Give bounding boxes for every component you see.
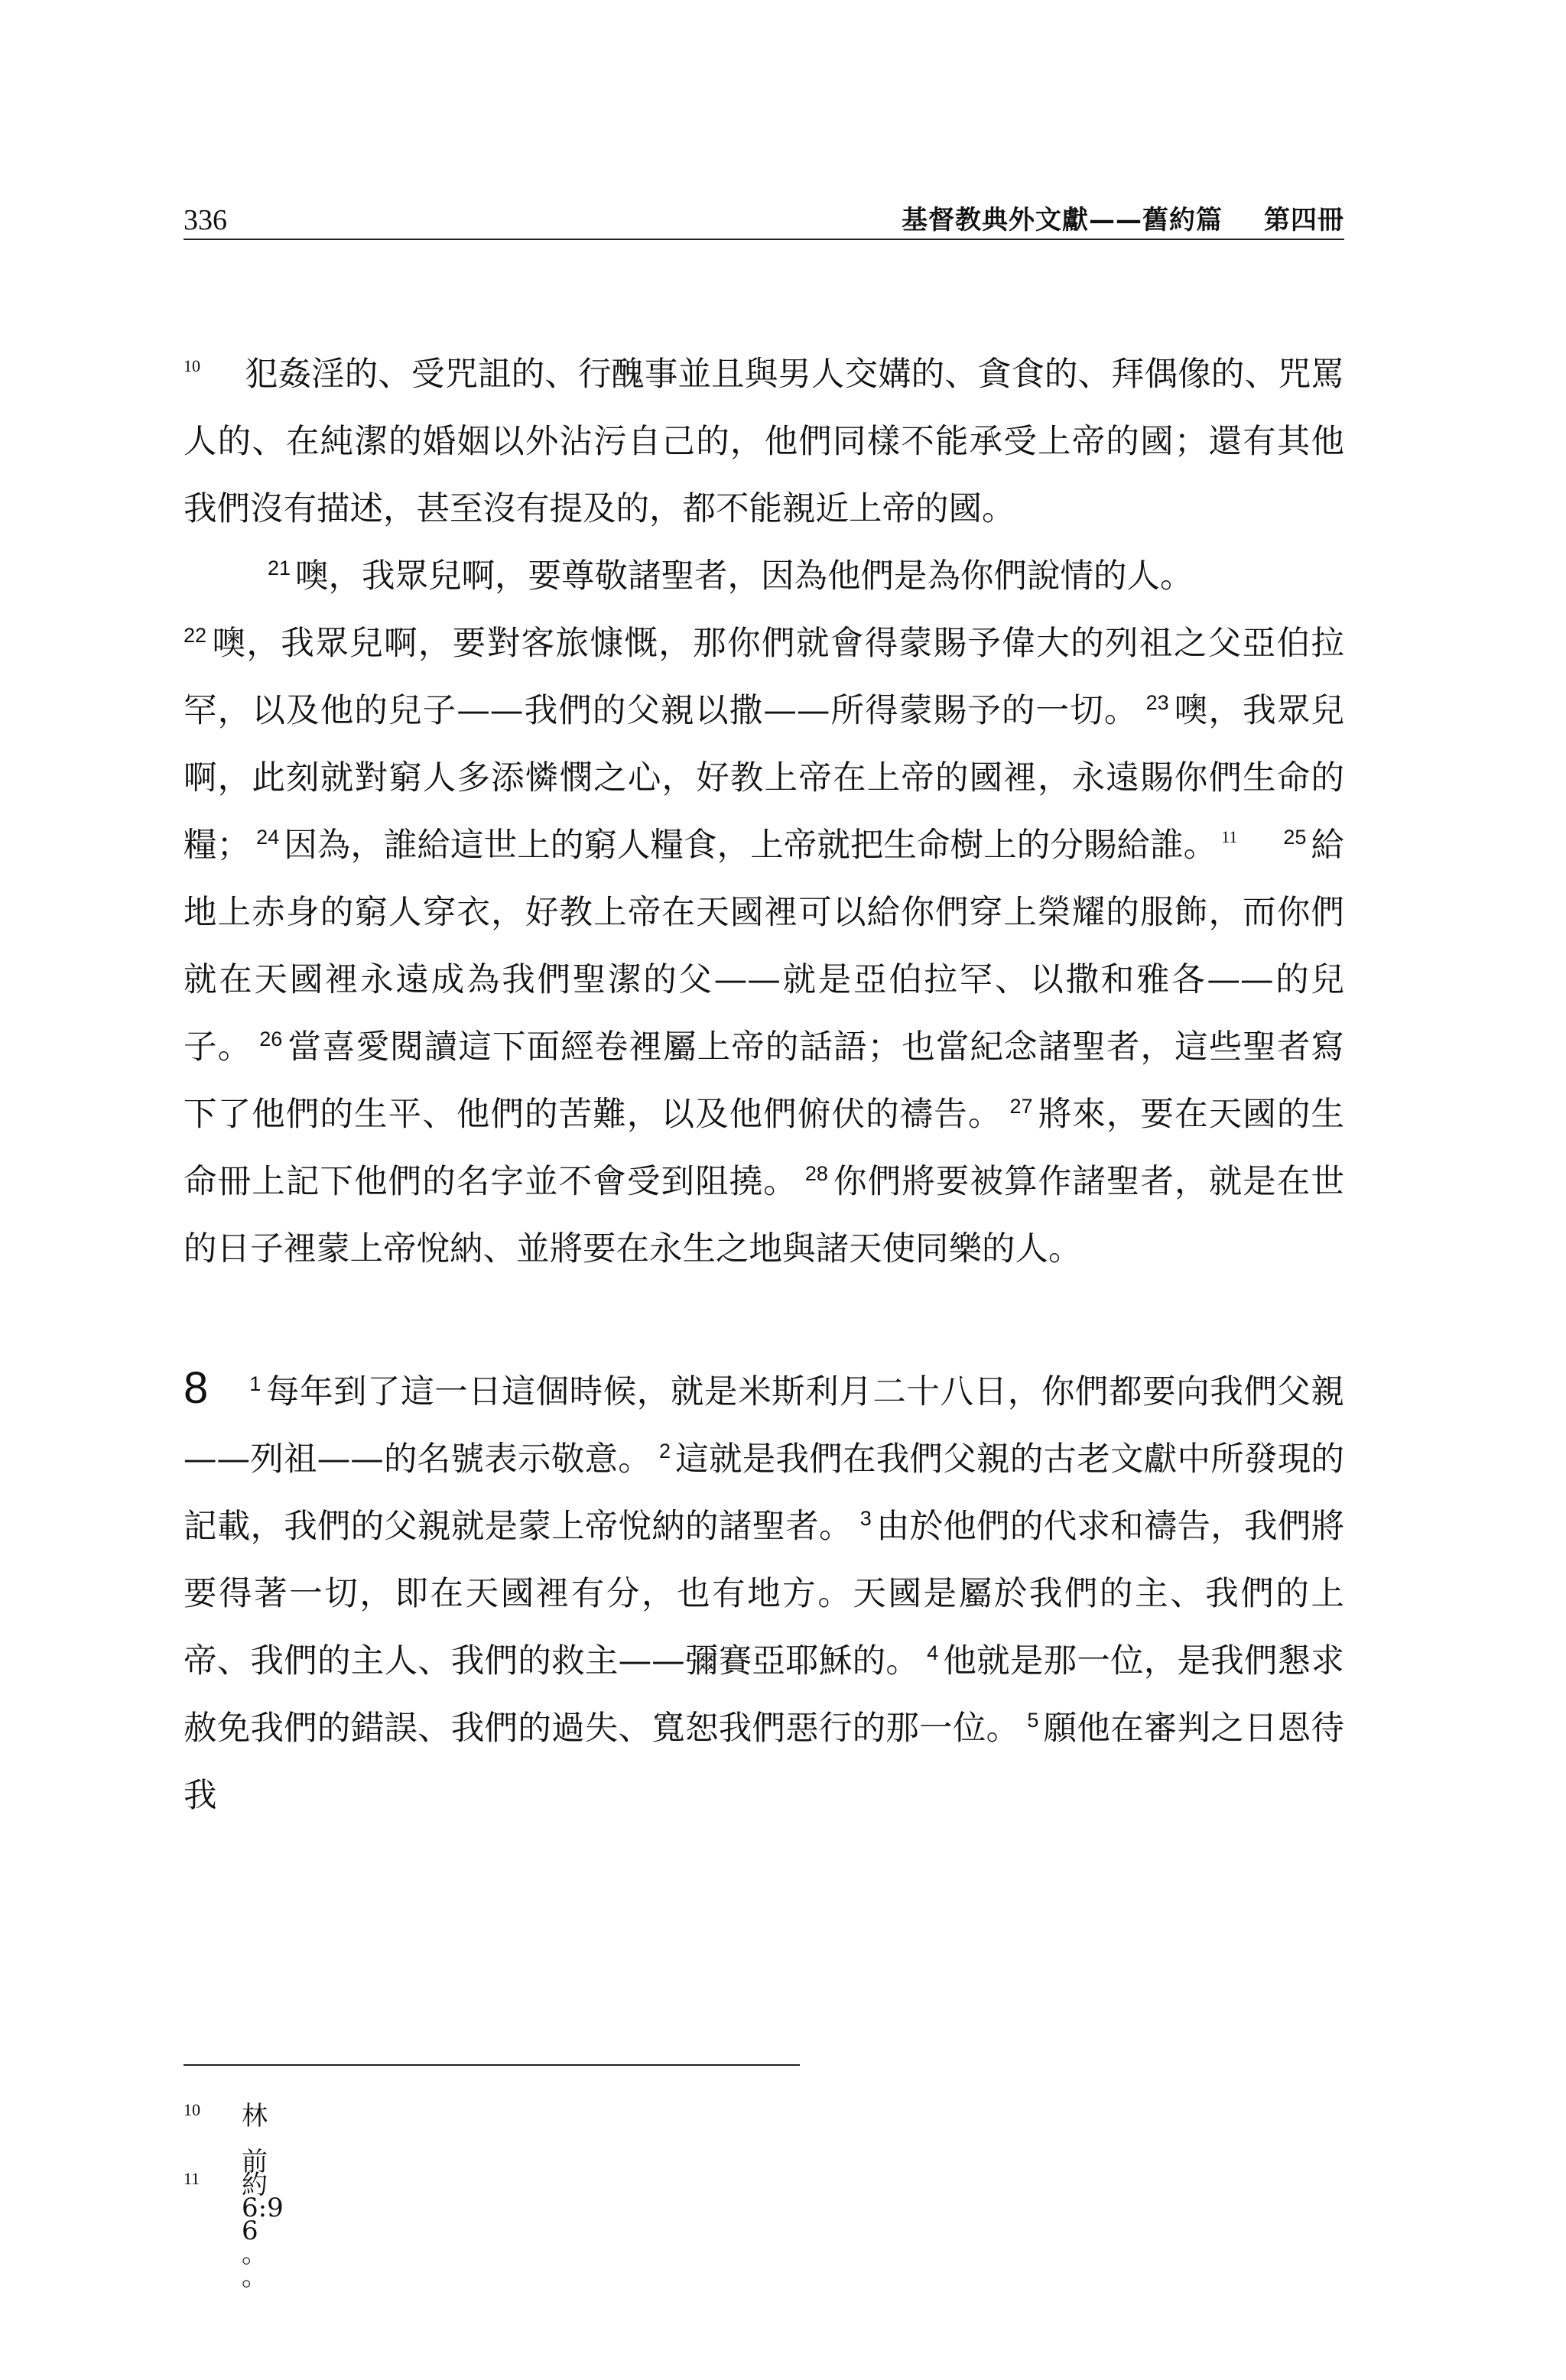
footnote-ref: 11 — [1221, 827, 1238, 846]
verse-text: 由於他們的代求和禱告，我們將要得著一切，即在天國裡有分，也有地方。天國是屬於我們的主、我們的上帝、我們的主人、我們的救主——彌賽亞耶穌的。 — [184, 1508, 1344, 1680]
verse-number: 24 — [256, 826, 280, 849]
verse-text: 這就是我們在我們父親的古老文獻中所發現的記載，我們的父親就是蒙上帝悅納的諸聖者。 — [184, 1440, 1345, 1546]
chapter-number: 8 — [184, 1363, 209, 1413]
running-title — [902, 197, 1344, 243]
verse-number: 28 — [804, 1162, 828, 1185]
verse-text: 你們將要被算作諸聖者，就是在世的日子裡蒙上帝悅納、並將要在永生之地與諸天使同樂的人。 — [184, 1163, 1345, 1268]
verse-text: 當喜愛閱讀這下面經卷裡屬上帝的話語；也當紀念諸聖者，這些聖者寫下了他們的生平、他們的苦難，以及他們俯伏的禱告。 — [184, 1028, 1345, 1134]
verse-text: 噢，我眾兒啊，此刻就對窮人多添憐憫之心，好教上帝在上帝的國裡，永遠賜你們生命的糧； — [184, 692, 1345, 865]
volume-label: 第四冊 — [1264, 205, 1344, 235]
footnote-text: 約 6 。 — [242, 2170, 268, 2292]
footnote-number: 11 — [184, 2169, 200, 2188]
verse-number: 27 — [1009, 1095, 1033, 1118]
paragraph — [184, 341, 1344, 543]
running-header — [184, 197, 1344, 243]
verse-text: 犯姦淫的、受咒詛的、行醜事並且與男人交媾的、貪食的、拜偶像的、咒罵人的、在純潔的婚姻以外沾污自己的，他們同樣不能承受上帝的國；還有其他我們沒有描述，甚至沒有提及的，都不能親近上帝的國。 — [184, 356, 1344, 528]
verse-number: 3 — [859, 1507, 872, 1530]
verse-number: 1 — [249, 1372, 262, 1395]
verse-text: 因為，誰給這世上的窮人糧食，上帝就把生命樹上的分賜給誰。 — [284, 826, 1217, 865]
header-rule — [184, 239, 1344, 240]
verse-number: 21 — [268, 557, 291, 580]
footnote-rule — [184, 2064, 800, 2066]
verse-text: 每年到了這一日這個時候，就是米斯利月二十八日，你們都要向我們父親——列祖——的名號表示敬意。 — [184, 1373, 1344, 1479]
footnote-text: 林前 6:9 。 — [242, 2101, 284, 2269]
main-text — [184, 341, 1344, 1830]
verse-text: 將來，要在天國的生命冊上記下他們的名字並不會受到阻撓。 — [184, 1096, 1345, 1201]
footnote-number: 10 — [184, 2100, 200, 2119]
verse-number: 22 — [184, 624, 207, 647]
verse-number: 23 — [1145, 691, 1169, 714]
verse-number: 2 — [659, 1440, 671, 1463]
page-number: 336 — [184, 204, 227, 236]
verse-text: 給地上赤身的窮人穿衣，好教上帝在天國裡可以給你們穿上榮耀的服飾，而你們就在天國裡永遠成為我們聖潔的父——就是亞伯拉罕、以撒和雅各——的兒子。 — [184, 826, 1345, 1067]
verse-text: 他就是那一位，是我們懇求赦免我們的錯誤、我們的過失、寬恕我們惡行的那一位。 — [184, 1642, 1345, 1748]
verse-text: 願他在審判之日恩待我 — [184, 1710, 1344, 1815]
verse-number: 5 — [1027, 1709, 1039, 1732]
verse-text: 噢，我眾兒啊，要對客旅慷慨，那你們就會得蒙賜予偉大的列祖之父亞伯拉罕，以及他的兒子——我們的父親以撒——所得蒙賜予的一切。 — [184, 625, 1344, 730]
book-title: 基督教典外文獻——舊約篇 — [902, 205, 1223, 235]
footnote-ref: 10 — [184, 356, 200, 375]
verse-number: 4 — [927, 1641, 939, 1664]
paragraph — [184, 543, 1344, 1283]
chapter-8-paragraph — [184, 1355, 1344, 1830]
verse-number: 25 — [1283, 826, 1307, 849]
verse-number: 26 — [259, 1028, 283, 1050]
verse-text: 噢，我眾兒啊，要尊敬諸聖者，因為他們是為你們說情的人。 — [295, 557, 1194, 596]
